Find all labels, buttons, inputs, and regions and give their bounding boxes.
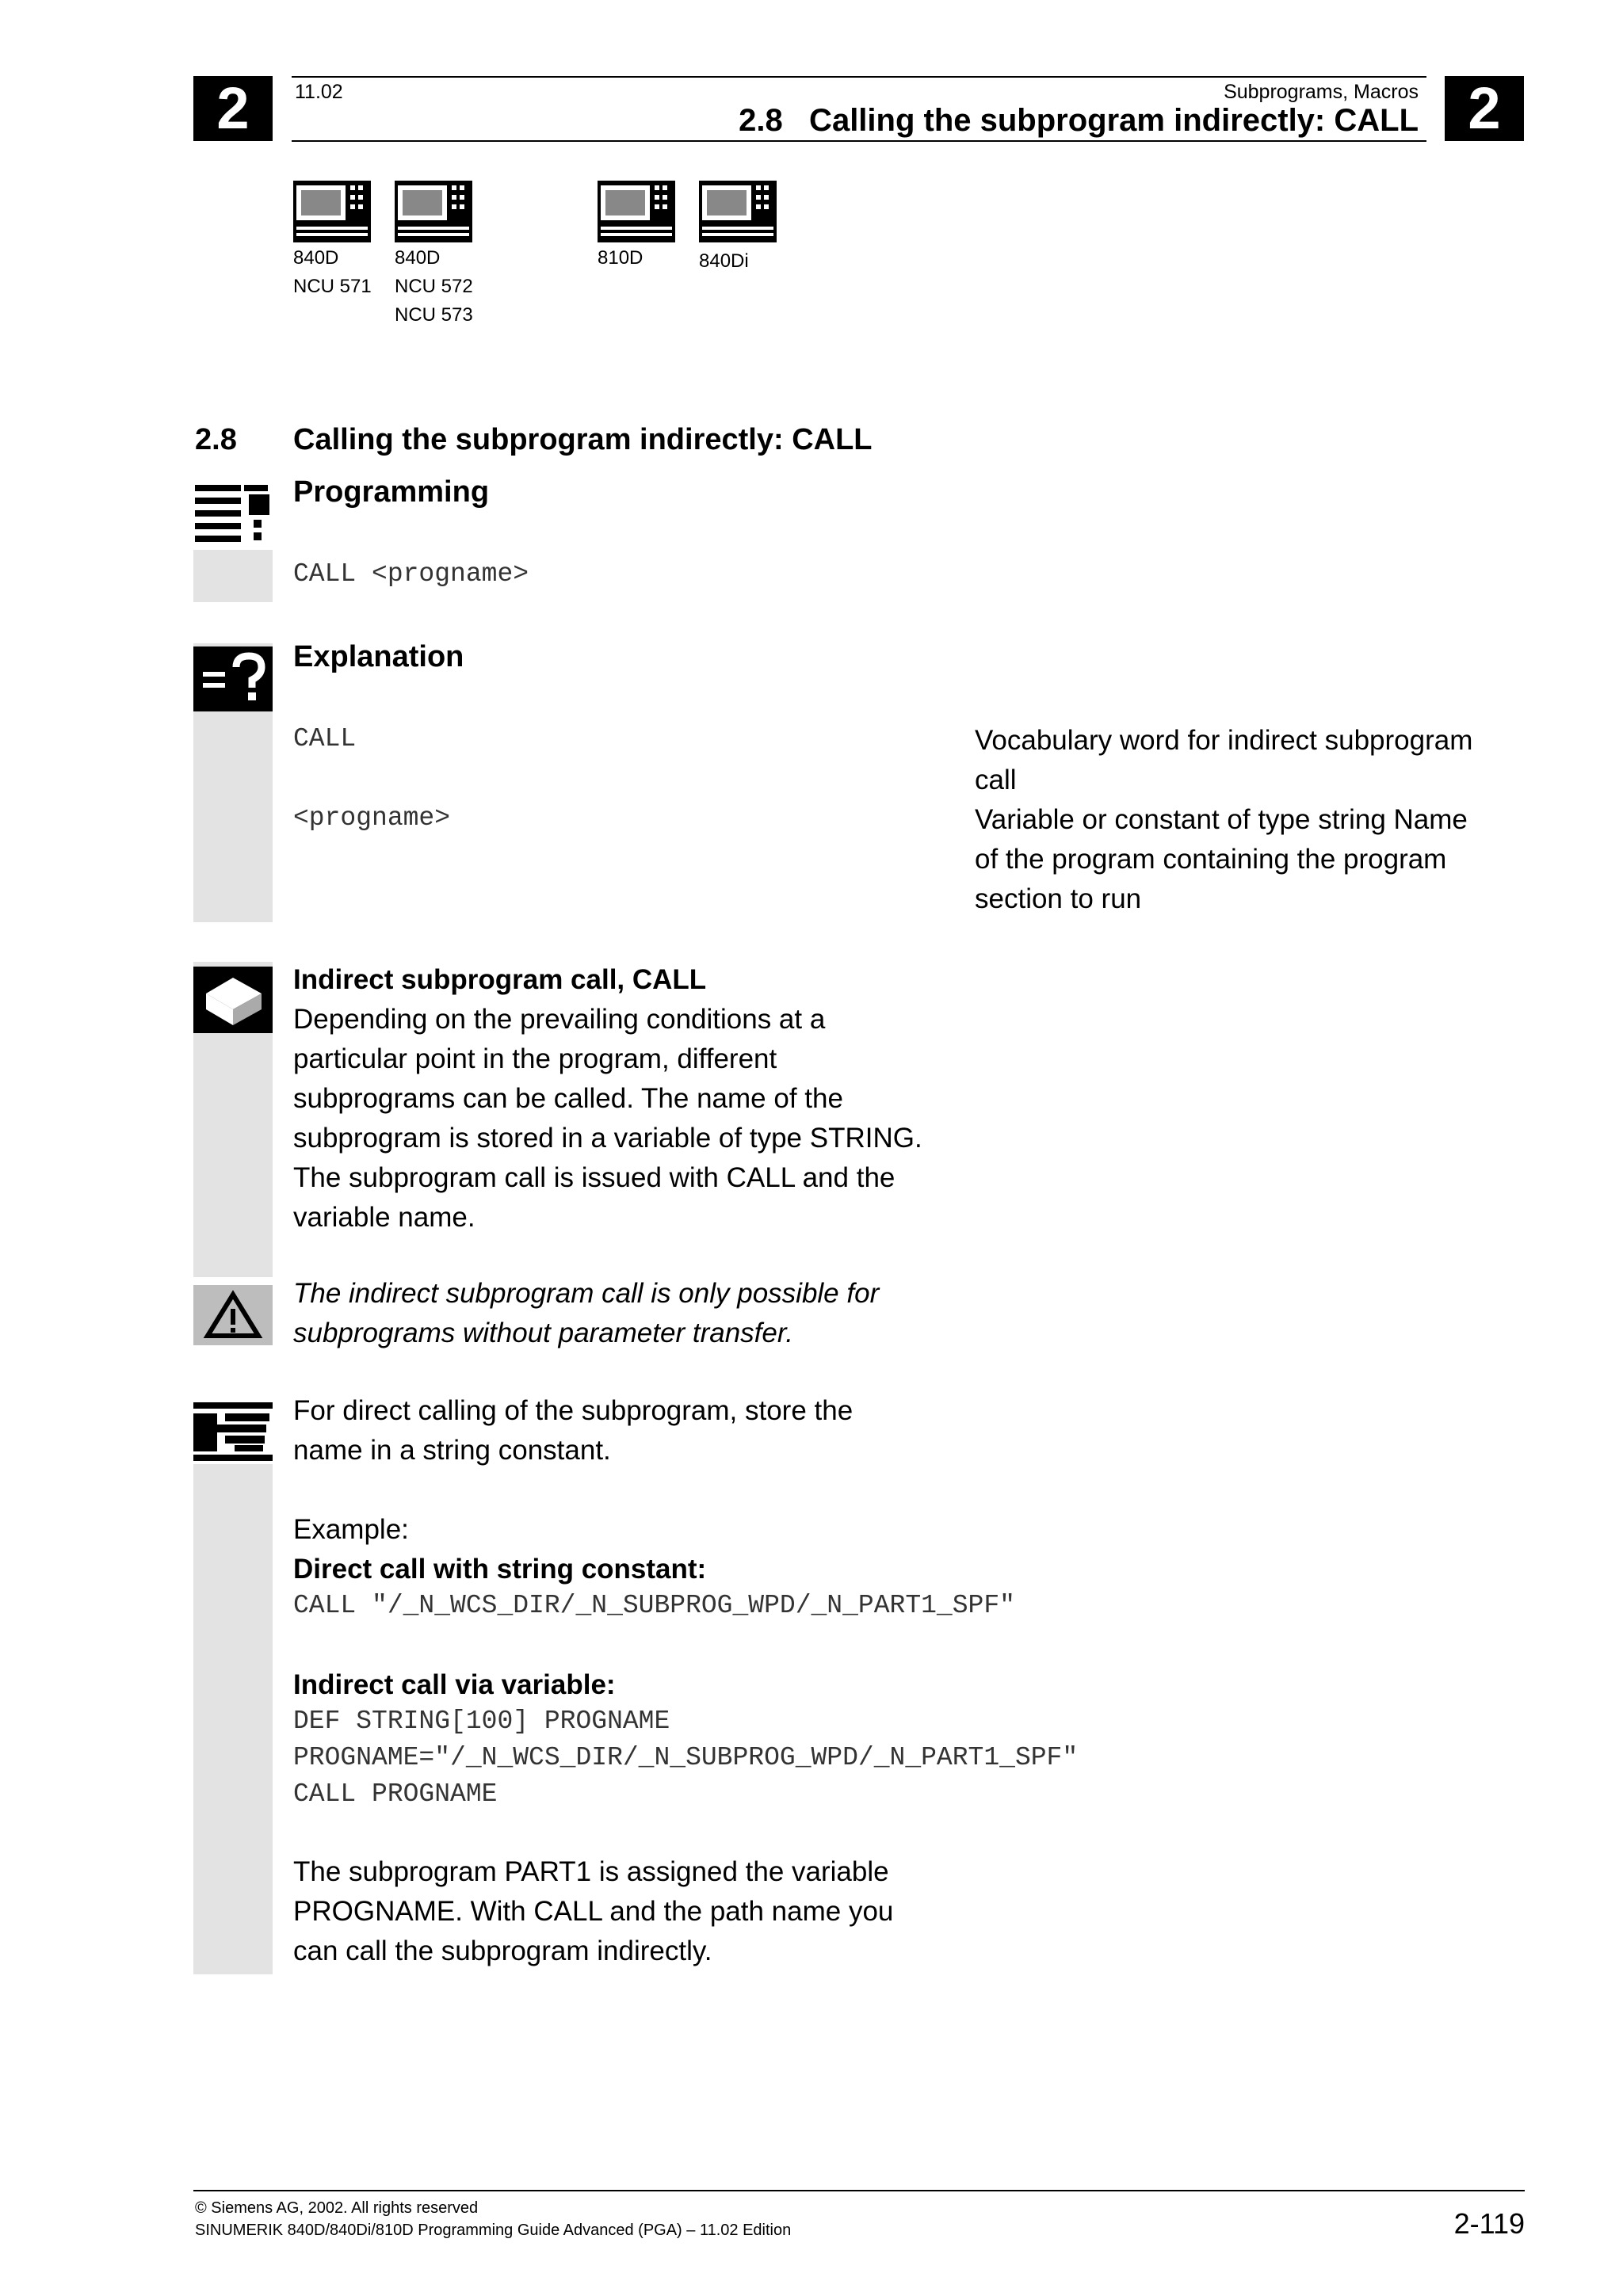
control-panel-icon (293, 181, 371, 242)
example-direct-heading: Direct call with string constant: (293, 1554, 707, 1585)
function-heading: Indirect subprogram call, CALL (293, 964, 707, 995)
example-direct-code: CALL "/_N_WCS_DIR/_N_SUBPROG_WPD/_N_PART1_SPF" (293, 1591, 1015, 1620)
control-name: 840Di (699, 250, 749, 272)
example-closing: The subprogram PART1 is assigned the variable PROGNAME. With CALL and the path name you can call the subprogram indirectly. (293, 1856, 894, 1966)
control-name: 810D (598, 247, 643, 269)
control-ncu: NCU 573 (395, 304, 473, 326)
control-name: 840D (293, 247, 339, 269)
chapter-number-right: 2 (1445, 76, 1524, 141)
note-icon (193, 1398, 273, 1464)
header-bottom-rule (292, 140, 1426, 142)
example-indirect-heading: Indirect call via variable: (293, 1669, 616, 1700)
programming-heading: Programming (293, 475, 490, 509)
footer-copyright: © Siemens AG, 2002. All rights reserved (195, 2199, 479, 2217)
control-ncu: NCU 572 (395, 276, 473, 297)
control-label (598, 244, 643, 273)
control-label (395, 244, 473, 330)
explanation-description: Variable or constant of type string Name of the program containing the program section to run (975, 804, 1468, 914)
footer-page-number: 2-119 (1453, 2207, 1525, 2240)
chapter-number-left: 2 (193, 76, 273, 141)
explanation-term: <progname> (293, 803, 451, 833)
programming-icon (193, 482, 273, 550)
section-title: Calling the subprogram indirectly: CALL (293, 423, 873, 456)
example-indirect-code: DEF STRING[100] PROGNAME PROGNAME="/_N_WCS_DIR/_N_SUBPROG_WPD/_N_PART1_SPF" CALL PROGNAME (293, 1707, 1079, 1809)
control-panel-icon (395, 181, 472, 242)
header-top-rule (292, 76, 1426, 78)
explanation-heading: Explanation (293, 640, 464, 673)
header-chapter-title: Subprograms, Macros (1224, 81, 1419, 103)
section-number: 2.8 (195, 423, 237, 456)
header-section-heading: 2.8 Calling the subprogram indirectly: CALL (739, 103, 1419, 138)
programming-syntax: CALL <progname> (293, 559, 529, 589)
control-panel-icon (598, 181, 675, 242)
footer-rule (193, 2190, 1525, 2191)
function-icon (193, 967, 273, 1033)
control-label (293, 244, 372, 301)
control-panel-icon (699, 181, 777, 242)
caution-text: The indirect subprogram call is only possible for subprograms without parameter transfer. (293, 1278, 880, 1348)
explanation-term: CALL (293, 724, 357, 753)
header-date: 11.02 (295, 81, 343, 103)
control-ncu: NCU 571 (293, 276, 372, 297)
margin-bar-note (193, 1398, 273, 1974)
note-text: For direct calling of the subprogram, store the name in a string constant. (293, 1395, 854, 1466)
explanation-description: Vocabulary word for indirect subprogram call (975, 725, 1473, 795)
control-name: 840D (395, 247, 441, 269)
caution-icon (193, 1285, 273, 1345)
explanation-icon (193, 646, 273, 711)
example-label: Example: (293, 1514, 409, 1545)
function-text: Depending on the prevailing conditions at a particular point in the program, different subprograms can be called. The name of the subprogram is stored in a variable of type STRING. The subprogram call is issued with CALL and the variable name. (293, 1004, 922, 1233)
footer-book-title: SINUMERIK 840D/840Di/810D Programming Guide Advanced (PGA) – 11.02 Edition (195, 2222, 792, 2239)
control-label (699, 247, 749, 276)
